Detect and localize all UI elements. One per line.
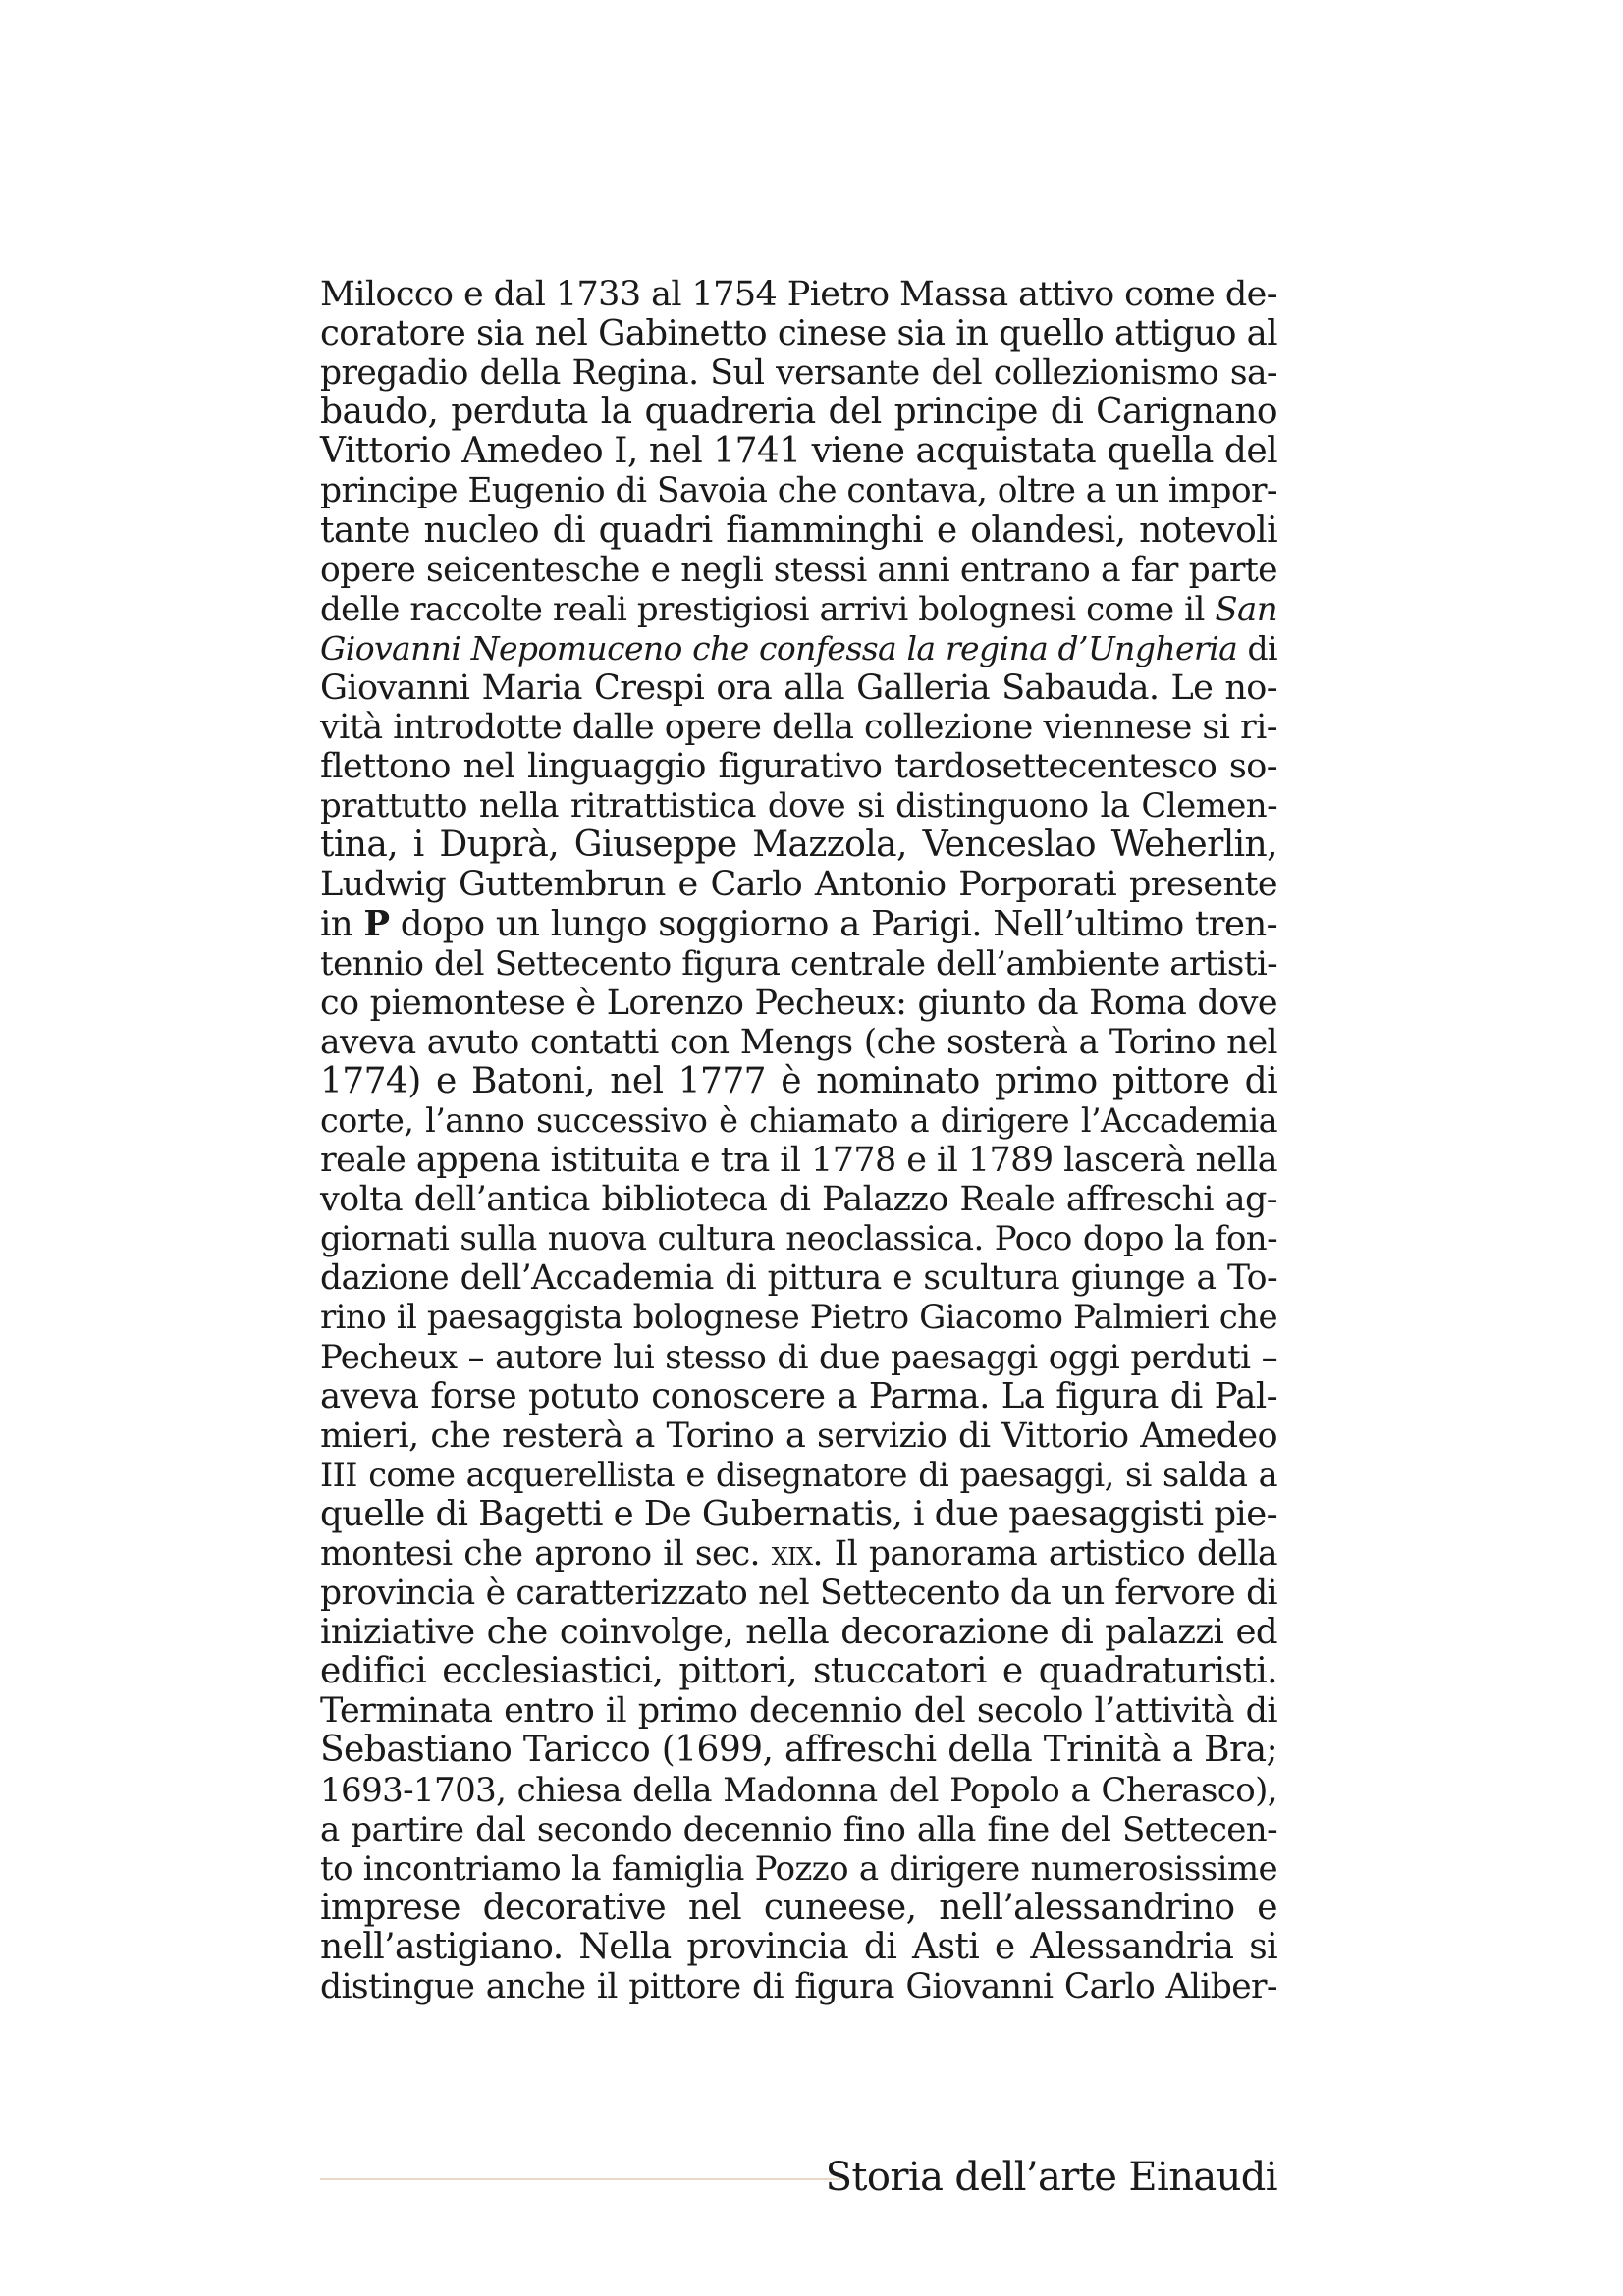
text-line: [320, 1574, 1277, 1613]
text-run: in: [320, 903, 364, 944]
text-line: [320, 1495, 1277, 1534]
text-run: corte, l’anno successivo è chiamato a dirigere l’Accademia: [320, 1100, 1277, 1140]
text-run: distingue anche il pittore di figura Giovanni Carlo Aliber-: [320, 1967, 1277, 2007]
text-run: delle raccolte reali prestigiosi arrivi bolognesi come il: [320, 589, 1216, 629]
text-line: [320, 1416, 1277, 1456]
text-line: [320, 1731, 1277, 1770]
text-line: [320, 314, 1277, 353]
text-line: [320, 1101, 1277, 1141]
text-run: 1774) e Batoni, nel 1777 è nominato primo pittore di: [320, 1060, 1277, 1101]
text-run: aveva avuto contatti con Mengs (che sosterà a Torino nel: [320, 1022, 1277, 1062]
text-run: . Il panorama artistico della: [812, 1534, 1278, 1574]
text-run: Pecheux – autore lui stesso di due paesaggi oggi perduti –: [320, 1337, 1277, 1377]
text-run: mieri, che resterà a Torino a servizio di Vittorio Amedeo: [320, 1415, 1277, 1456]
text-run-bold: P: [363, 903, 390, 944]
text-run: baudo, perduta la quadreria del principe di Carignano: [320, 392, 1277, 433]
text-line: [320, 944, 1277, 984]
text-line: [320, 551, 1277, 590]
text-run: tennio del Settecento figura centrale dell’ambiente artisti-: [320, 943, 1277, 984]
text-run: dopo un lungo soggiorno a Parigi. Nell’ultimo tren-: [389, 903, 1278, 944]
text-run: quelle di Bagetti e De Gubernatis, i due paesaggisti pie-: [320, 1493, 1277, 1534]
footer-title: Storia dell’arte Einaudi: [825, 2155, 1277, 2200]
text-line: [320, 865, 1277, 904]
text-run: edifici ecclesiastici, pittori, stuccatori e quadraturisti.: [320, 1651, 1277, 1692]
text-run: Sebastiano Taricco (1699, affreschi della Trinità a Bra;: [320, 1730, 1277, 1771]
text-line: [320, 1691, 1277, 1731]
text-line: [320, 629, 1277, 668]
text-line: [320, 1810, 1277, 1849]
footer-rule: [320, 2178, 840, 2180]
text-line: [320, 1967, 1277, 2006]
text-run-italic: San: [1215, 589, 1277, 629]
text-line: [320, 1062, 1277, 1101]
text-line: [320, 1298, 1277, 1337]
text-line: [320, 1652, 1277, 1691]
text-run: to incontriamo la famiglia Pozzo a dirigere numerosissime: [320, 1848, 1277, 1889]
text-run: tina, i Duprà, Giuseppe Mazzola, Venceslao Weherlin,: [320, 825, 1277, 866]
text-run: di: [1237, 628, 1277, 667]
text-line: [320, 590, 1277, 629]
text-line: [320, 786, 1277, 826]
text-line: [320, 1456, 1277, 1495]
text-line: [320, 511, 1277, 551]
text-line: [320, 1219, 1277, 1258]
text-line: [320, 668, 1277, 708]
text-run: opere seicentesche e negli stessi anni entrano a far parte: [320, 550, 1277, 590]
text-run: giornati sulla nuova cultura neoclassica. Poco dopo la fon-: [320, 1219, 1277, 1259]
text-line: [320, 275, 1277, 314]
text-line: [320, 1928, 1277, 1967]
text-run: provincia è caratterizzato nel Settecento da un fervore di: [320, 1574, 1277, 1614]
text-run: iniziative che coinvolge, nella decorazione di palazzi ed: [320, 1612, 1277, 1653]
text-line: [320, 1141, 1277, 1180]
text-run: vità introdotte dalle opere della collezione viennese si ri-: [320, 708, 1277, 748]
text-line: [320, 471, 1277, 510]
text-run: rino il paesaggista bolognese Pietro Giacomo Palmieri che: [320, 1298, 1277, 1338]
text-line: [320, 1771, 1277, 1810]
text-line: [320, 393, 1277, 432]
text-line: [320, 1023, 1277, 1062]
text-run: imprese decorative nel cuneese, nell’alessandrino e: [320, 1887, 1277, 1928]
text-run: Milocco e dal 1733 al 1754 Pietro Massa attivo come de-: [320, 275, 1277, 314]
text-run: 1693-1703, chiesa della Madonna del Popolo a Cherasco),: [320, 1770, 1277, 1810]
text-line: [320, 1338, 1277, 1377]
text-run: III come acquerellista e disegnatore di paesaggi, si salda a: [320, 1455, 1277, 1494]
body-text: [320, 275, 1277, 2006]
text-run: co piemontese è Lorenzo Pecheux: giunto da Roma dove: [320, 983, 1277, 1023]
text-run: Ludwig Guttembrun e Carlo Antonio Porporati presente: [320, 865, 1277, 905]
text-run: tante nucleo di quadri fiamminghi e olandesi, notevoli: [320, 509, 1277, 551]
text-run: reale appena istituita e tra il 1778 e il 1789 lascerà nella: [320, 1141, 1277, 1181]
text-line: [320, 984, 1277, 1023]
text-run: prattutto nella ritrattistica dove si distinguono la Clemen-: [320, 786, 1277, 827]
text-run: dazione dell’Accademia di pittura e scultura giunge a To-: [320, 1258, 1277, 1299]
text-line: [320, 708, 1277, 747]
text-run: coratore sia nel Gabinetto cinese sia in quello attiguo al: [320, 313, 1277, 354]
text-run: principe Eugenio di Savoia che contava, oltre a un impor-: [320, 471, 1277, 511]
text-line: [320, 826, 1277, 865]
text-line: [320, 1377, 1277, 1416]
text-line: [320, 1849, 1277, 1889]
text-run-italic: Giovanni Nepomuceno che confessa la regina d’Ungheria: [320, 628, 1238, 667]
text-line: [320, 1889, 1277, 1928]
text-run: montesi che aprono il sec.: [320, 1534, 772, 1574]
text-line: [320, 1613, 1277, 1652]
text-run: Terminata entro il primo decennio del secolo l’attività di: [320, 1691, 1277, 1732]
text-line: [320, 1258, 1277, 1298]
text-run: Giovanni Maria Crespi ora alla Galleria Sabauda. Le no-: [320, 667, 1277, 708]
text-line: [320, 905, 1277, 944]
text-line: [320, 432, 1277, 471]
text-run: a partire dal secondo decennio fino alla fine del Settecen-: [320, 1809, 1277, 1849]
text-line: [320, 1180, 1277, 1219]
text-run: aveva forse potuto conoscere a Parma. La figura di Pal-: [320, 1375, 1277, 1416]
text-line: [320, 1534, 1277, 1574]
text-run: pregadio della Regina. Sul versante del collezionismo sa-: [320, 353, 1277, 394]
text-run: Vittorio Amedeo I, nel 1741 viene acquistata quella del: [320, 431, 1277, 472]
text-run: flettono nel linguaggio figurativo tardosettecentesco so-: [320, 747, 1277, 787]
text-run: volta dell’antica biblioteca di Palazzo Reale affreschi ag-: [320, 1180, 1277, 1220]
text-line: [320, 747, 1277, 786]
text-run: nell’astigiano. Nella provincia di Asti e Alessandria si: [320, 1926, 1277, 1967]
text-line: [320, 353, 1277, 393]
text-run-smallcaps: xix: [771, 1534, 813, 1574]
